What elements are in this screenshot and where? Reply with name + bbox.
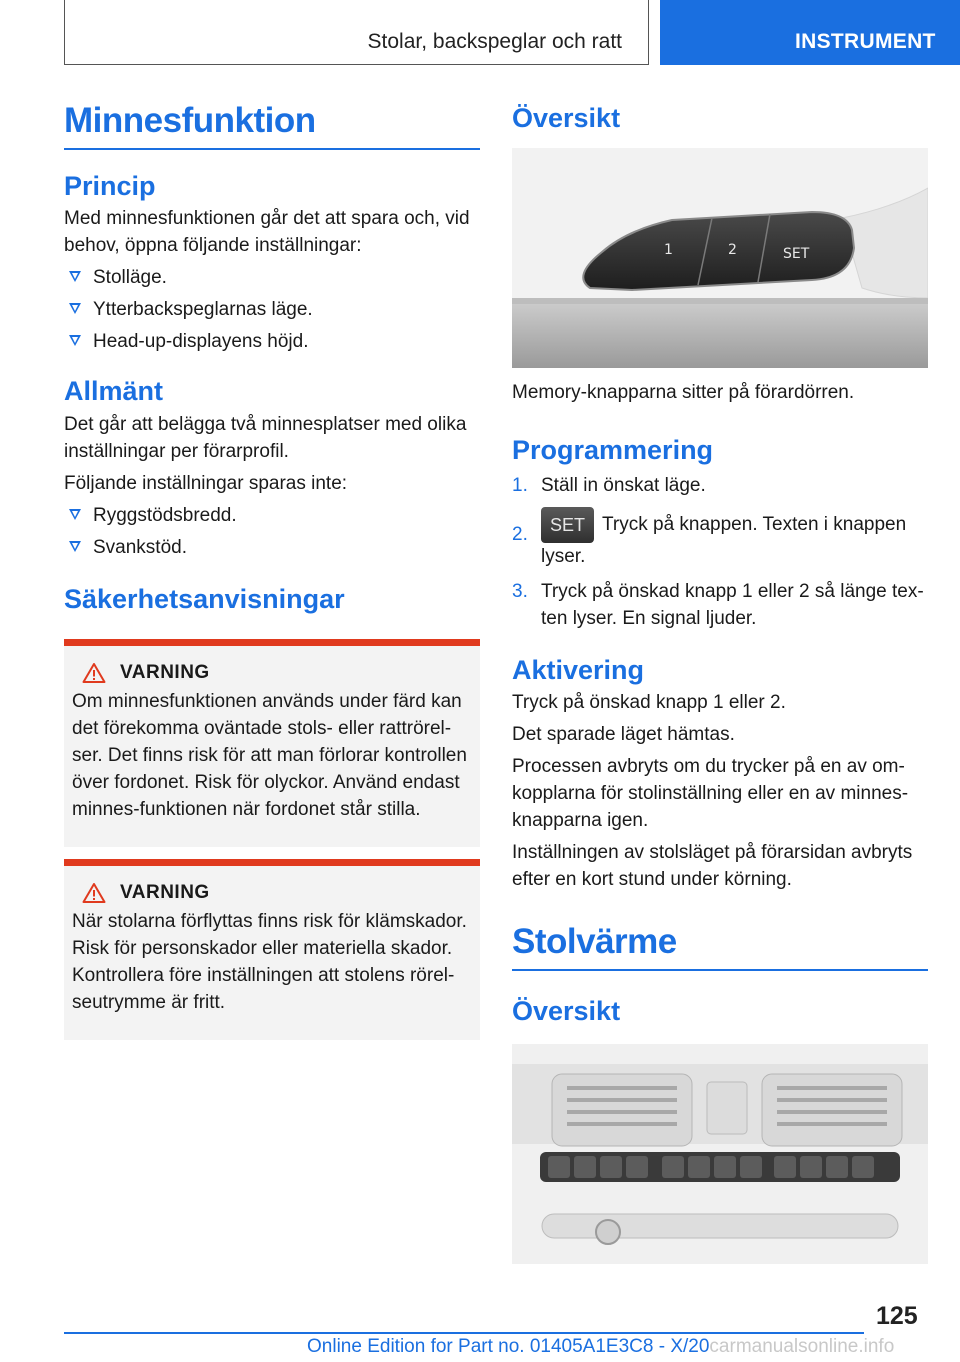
triangle-bullet-icon [69,335,81,346]
safety-heading: Säkerhetsanvisningar [64,583,345,614]
footer-edition: Online Edition for Part no. 01405A1E3C8 - X/20carmanualsonline.info [307,1336,895,1357]
list-item: Head-up-displayens höjd. [64,328,480,355]
warning-box [64,639,480,847]
aktivering-text: Det sparade läget hämtas. [512,724,735,746]
princip-text: Med minnesfunktionen går det att spara och, vid behov, öppna följande inställningar: [64,208,470,257]
left-column [64,100,480,1040]
programmering-steps [512,472,928,632]
warning-header [72,882,470,904]
footer-rule [64,1332,864,1334]
aktivering-text: Processen avbryts om du trycker på en av omkopplarna för stolinställning eller en av minnesknapparna igen. [512,756,909,832]
list-item: 3. Tryck på önskad knapp 1 eller 2 så länge texten lyser. En signal ljuder. [512,580,924,629]
stolvarme-title: Stolvärme [512,922,677,962]
set-button-icon: SET [541,507,594,543]
programmering-heading: Programmering [512,435,714,466]
warning-text: När stolarna förflyttas finns risk för klämskador. Risk för personskador eller materiella skador. Kontrollera före inställningen att stolens rörelseutrymme är fritt. [72,911,467,1014]
list-item: Ytterbackspeglarnas läge. [64,296,480,323]
memory-buttons-image [512,148,928,368]
memory-button-set: SET [783,246,810,263]
list-item: Svankstöd. [64,534,480,561]
oversikt-heading: Översikt [512,103,621,133]
warning-text: Om minnesfunktionen används under färd kan det förekomma oväntade stols- eller rattrörelser. Det finns risk för att man förlorar kontrollen över fordonet. Risk för olyckor. Använd endast minnes-funktionen när fordonet står stilla. [72,691,467,821]
chapter-tab[interactable] [660,0,960,65]
aktivering-text: Inställningen av stolsläget på förarsidan avbryts efter en kort stund under körning. [512,842,913,891]
allmant-heading: Allmänt [64,376,164,407]
memory-button-2: 2 [728,242,737,259]
triangle-bullet-icon [69,541,81,552]
princip-heading: Princip [64,171,156,201]
list-item: Ryggstödsbredd. [64,502,480,529]
warning-icon [82,882,106,904]
page-title: Minnesfunktion [64,101,316,140]
triangle-bullet-icon [69,509,81,520]
page-number: 125 [876,1302,918,1330]
image-caption: Memory-knapparna sitter på förardörren. [512,382,855,404]
header-section-box [64,0,649,65]
watermark: carmanualsonline.info [709,1336,895,1357]
warning-label: VARNING [120,882,210,904]
list-item: 1. Ställ in önskat läge. [512,474,706,496]
list-item: 2. SET Tryck på knappen. Texten i knappen lyser. [512,507,928,570]
triangle-bullet-icon [69,303,81,314]
list-item: Stolläge. [64,264,480,291]
section-title: Stolar, backspeglar och ratt [367,30,622,53]
warning-box [64,859,480,1040]
title-rule [512,969,928,971]
title-rule [64,148,480,150]
climate-panel-image [512,1044,928,1264]
aktivering-heading: Aktivering [512,654,645,685]
warning-icon [82,662,106,684]
stolvarme-oversikt-heading: Översikt [512,996,621,1027]
triangle-bullet-icon [69,271,81,282]
allmant-text: Det går att belägga två minnesplatser med olika inställningar per förarprofil. [64,413,467,462]
warning-label: VARNING [120,662,210,684]
chapter-tab-label: INSTRUMENT [795,30,936,53]
allmant-text-2: Följande inställningar sparas inte: [64,472,348,494]
allmant-list [64,502,480,561]
climate-panel-illustration [512,1044,928,1264]
aktivering-text: Tryck på önskad knapp 1 eller 2. [512,692,786,714]
princip-list [64,264,480,355]
right-column [512,100,928,1264]
memory-button-1: 1 [664,242,673,259]
memory-buttons-illustration [512,148,928,368]
warning-header [72,662,470,684]
